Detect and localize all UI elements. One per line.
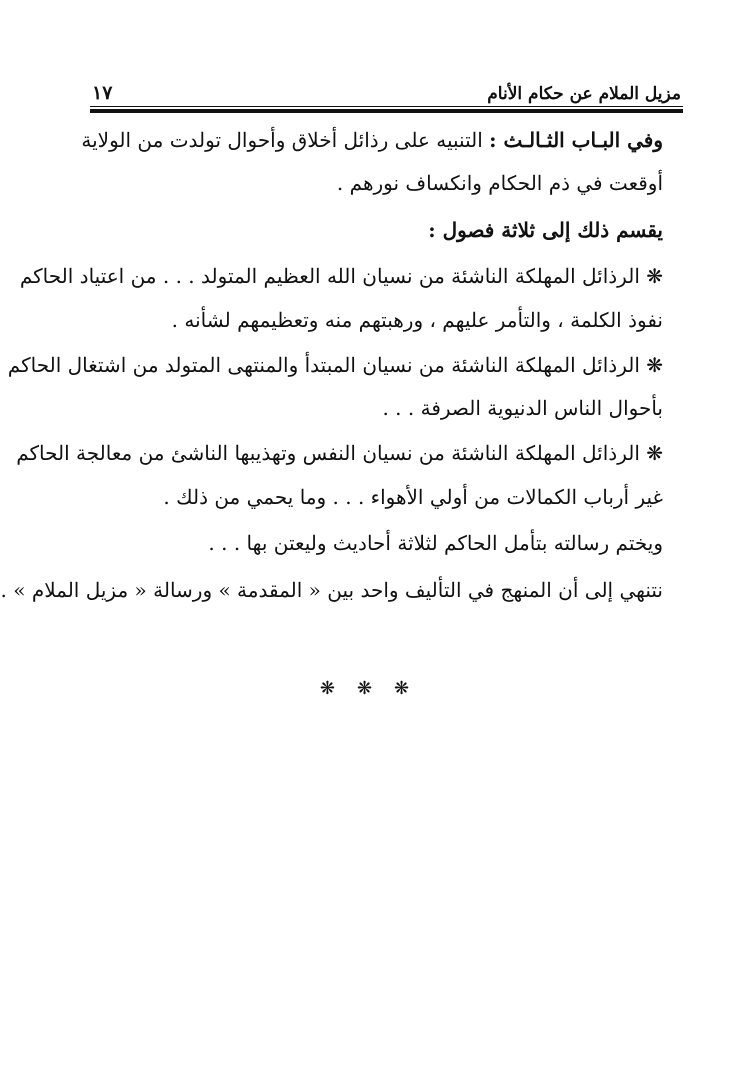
chapter-3-line-2: غير أرباب الكمالات من أولي الأهواء . . . وما يحمي من ذلك . (163, 485, 663, 509)
running-title: مزيل الملام عن حكام الأنام (487, 84, 681, 104)
section-heading: يقسم ذلك إلى ثلاثة فصول : (428, 218, 663, 242)
running-head (92, 74, 681, 104)
page-number: ١٧ (92, 82, 113, 104)
chapter-3-line-1: ❋ الرذائل المهلكة الناشئة من نسيان النفس وتهذيبها الناشئ من معالجة الحاكم (16, 441, 663, 465)
intro-line-2: أوقعت في ذم الحكام وانكساف نورهم . (336, 171, 663, 195)
intro-label: وفي البـاب الثـالـث : (489, 128, 663, 152)
section-end-ornament: ❋❋❋ (319, 678, 432, 699)
chapter-2-line-2: بأحوال الناس الدنيوية الصرفة . . . (382, 396, 663, 420)
intro-line-1 (81, 128, 663, 152)
chapter-1-line-2: نفوذ الكلمة ، والتأمر عليهم ، ورهبتهم منه وتعظيمهم لشأنه . (171, 308, 663, 332)
header-rule-thin (90, 106, 683, 107)
chapter-1-line-1: ❋ الرذائل المهلكة الناشئة من نسيان الله العظيم المتولد . . . من اعتياد الحاكم (19, 264, 663, 288)
intro-text: التنبيه على رذائل أخلاق وأحوال تولدت من الولاية (81, 128, 483, 152)
header-rule-thick (90, 109, 683, 113)
closing-line-2: نتنهي إلى أن المنهج في التأليف واحد بين « المقدمة » ورسالة « مزيل الملام » . (0, 578, 663, 602)
closing-line-1: ويختم رسالته بتأمل الحاكم لثلاثة أحاديث وليعتن بها . . . (208, 531, 663, 555)
chapter-2-line-1: ❋ الرذائل المهلكة الناشئة من نسيان المبتدأ والمنتهى المتولد من اشتغال الحاكم (7, 353, 663, 377)
